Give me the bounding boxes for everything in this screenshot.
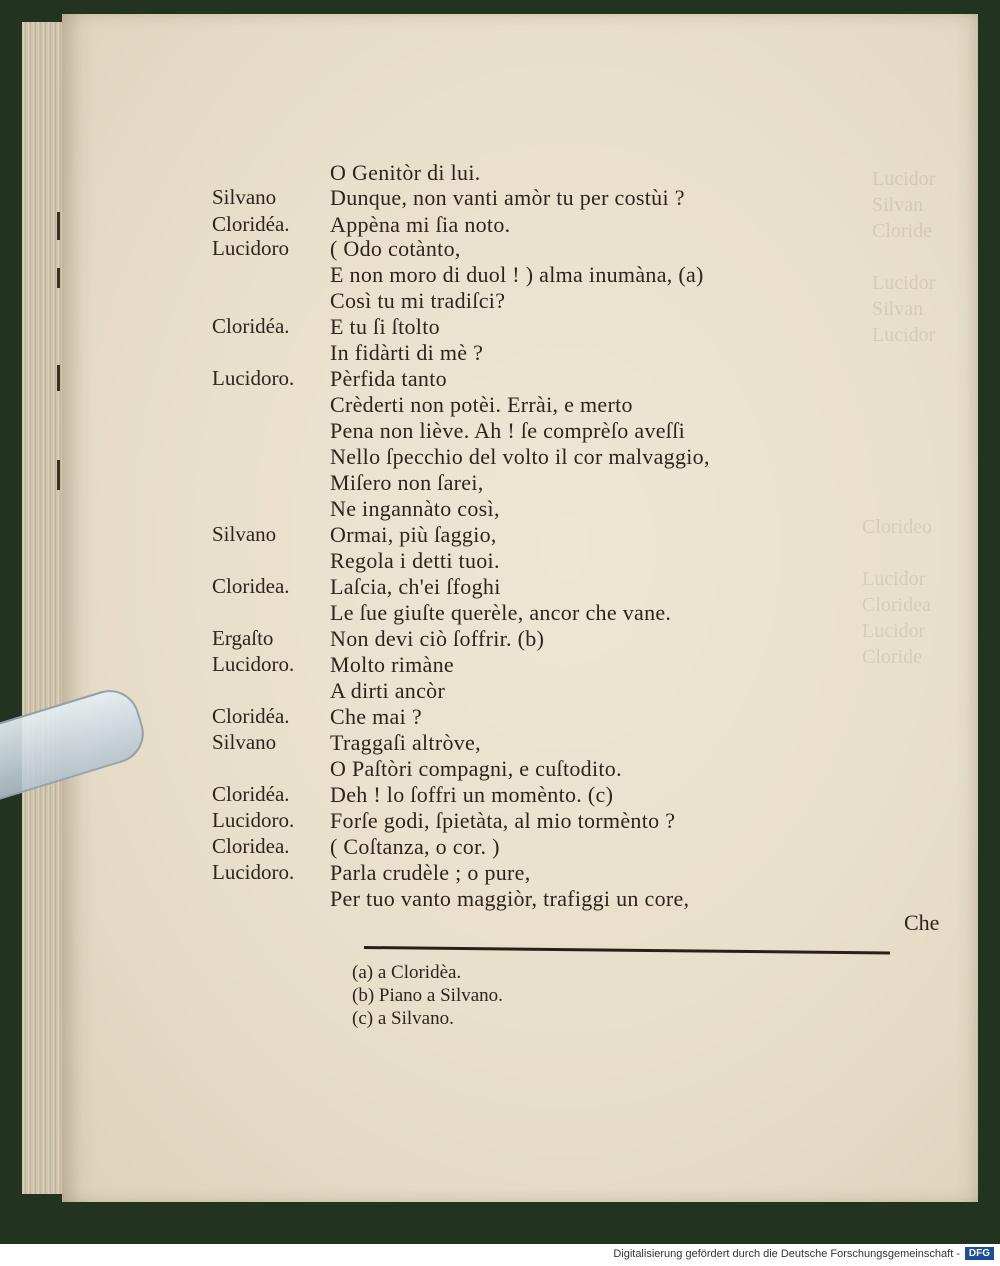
footnote: (a) a Cloridèa. bbox=[352, 962, 462, 983]
verse-line: ( Coſtanza, o cor. ) bbox=[330, 834, 500, 859]
verse-line: Le ſue giuſte querèle, ancor che vane. bbox=[330, 600, 672, 625]
verse-line: Non devi ciò ſoffrir. (b) bbox=[330, 626, 545, 651]
verse-line: Parla crudèle ; o pure, bbox=[330, 860, 531, 885]
verse-line: Pèrfida tanto bbox=[330, 366, 447, 391]
verse-line: O Paſtòri compagni, e cuſtodito. bbox=[330, 756, 622, 781]
verse-line: Per tuo vanto maggiòr, trafiggi un core, bbox=[330, 886, 690, 911]
margin-mark bbox=[57, 460, 60, 490]
verse-line: E non moro di duol ! ) alma inumàna, (a) bbox=[330, 262, 704, 287]
margin-mark bbox=[57, 212, 60, 240]
speaker-name: Silvano bbox=[212, 185, 277, 209]
speaker-name: Lucidoro. bbox=[212, 366, 295, 390]
footer-bar bbox=[0, 1244, 1000, 1266]
verse-line: Ormai, più ſaggio, bbox=[330, 522, 497, 547]
speaker-name: Lucidoro bbox=[212, 236, 289, 260]
speaker-name: Silvano bbox=[212, 522, 277, 546]
verse-line: Nello ſpecchio del volto il cor malvaggio, bbox=[330, 444, 710, 469]
margin-mark bbox=[57, 268, 60, 288]
verse-line: Appèna mi ſia noto. bbox=[330, 212, 511, 237]
speaker-name: Lucidoro. bbox=[212, 808, 295, 832]
speaker-name: Cloridéa. bbox=[212, 704, 290, 728]
verse-line: Crèderti non potèi. Errài, e merto bbox=[330, 392, 633, 417]
catchword: Che bbox=[904, 910, 940, 935]
speaker-name: Silvano bbox=[212, 730, 277, 754]
verse-line: Ne ingannàto così, bbox=[330, 496, 500, 521]
verse-line: Molto rimàne bbox=[330, 652, 454, 677]
speaker-name: Cloridéa. bbox=[212, 212, 290, 236]
verse-line: Che mai ? bbox=[330, 704, 422, 729]
show-through-text: Lucidor Silvan Cloride Lucidor Silvan Lucidor bbox=[872, 168, 936, 346]
verse-line: Regola i detti tuoi. bbox=[330, 548, 500, 573]
show-through-text: Clorideo Lucidor Cloridea Lucidor Cloride bbox=[862, 516, 932, 668]
footnote: (c) a Silvano. bbox=[352, 1008, 454, 1029]
verse-line: Dunque, non vanti amòr tu per costùi ? bbox=[330, 185, 685, 210]
footnote: (b) Piano a Silvano. bbox=[352, 985, 503, 1006]
verse-line: O Genitòr di lui. bbox=[330, 160, 481, 185]
dfg-logo: DFG bbox=[965, 1247, 994, 1260]
speaker-name: Cloridea. bbox=[212, 574, 290, 598]
verse-line: Deh ! lo ſoffri un momènto. (c) bbox=[330, 782, 614, 807]
verse-line: Miſero non ſarei, bbox=[330, 470, 484, 495]
verse-line: Traggaſi altròve, bbox=[330, 730, 481, 755]
speaker-name: Cloridéa. bbox=[212, 782, 290, 806]
speaker-name: Lucidoro. bbox=[212, 860, 295, 884]
verse-line: E tu ſi ſtolto bbox=[330, 314, 440, 339]
speaker-name: Lucidoro. bbox=[212, 652, 295, 676]
verse-line: Forſe godi, ſpietàta, al mio tormènto ? bbox=[330, 808, 676, 833]
verse-line: Laſcia, ch'ei ſfoghi bbox=[330, 574, 501, 599]
speaker-name: Ergaſto bbox=[212, 626, 274, 650]
verse-line: ( Odo cotànto, bbox=[330, 236, 461, 261]
margin-mark bbox=[57, 365, 60, 391]
speaker-name: Cloridéa. bbox=[212, 314, 290, 338]
footer-credit: Digitalisierung gefördert durch die Deutsche Forschungsgemeinschaft - bbox=[613, 1248, 960, 1260]
verse-line: Pena non liève. Ah ! ſe comprèſo aveſſi bbox=[330, 418, 686, 443]
verse-line: A dirti ancòr bbox=[330, 678, 446, 703]
speaker-name: Cloridea. bbox=[212, 834, 290, 858]
verse-line: Così tu mi tradiſci? bbox=[330, 288, 506, 313]
verse-line: In fidàrti di mè ? bbox=[330, 340, 484, 365]
